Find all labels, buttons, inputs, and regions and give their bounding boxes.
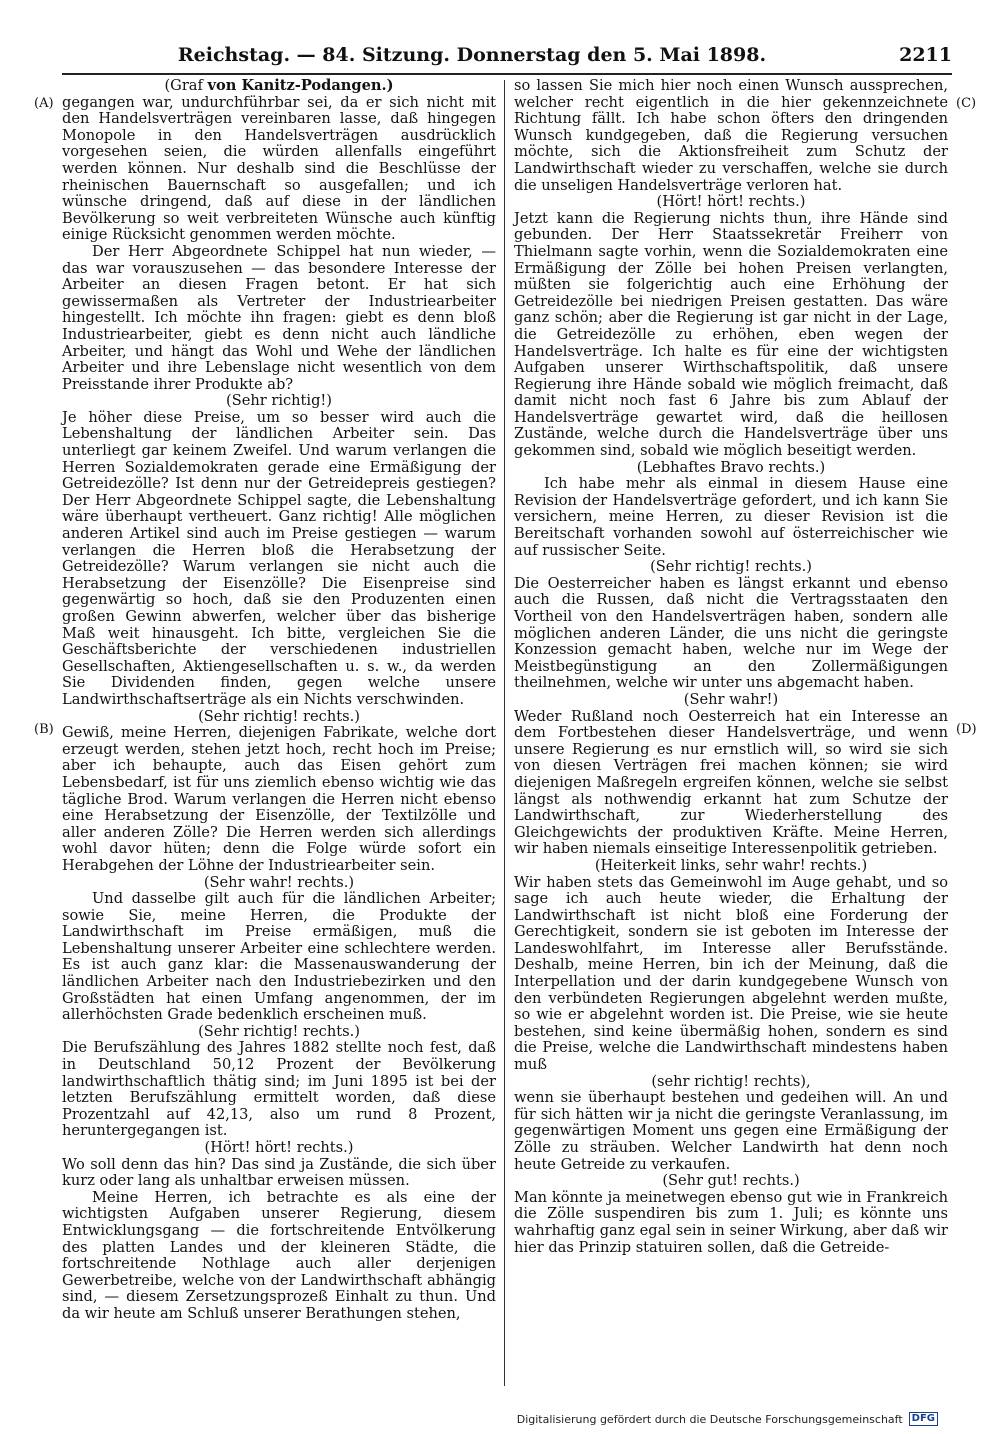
paragraph: Wo soll denn das hin? Das sind ja Zustände, die sich über kurz oder lang als unhaltbar erweisen müssen. bbox=[62, 1155, 496, 1190]
left-column bbox=[62, 78, 496, 1323]
speaker-line bbox=[62, 78, 496, 95]
paragraph: Der Herr Abgeordnete Schippel hat nun wieder, — das war vorauszusehen — das besondere Interesse der Arbeiter an diesen Fragen betont. Er hat sich gewissermaßen als Vertreter der Industriearbeiter hingestellt. Ich möchte ihn fragen: giebt es denn bloß Industriearbeiter, giebt es denn nicht auch ländliche Arbeiter, und hängt das Wohl und Wehe der ländlichen Arbeiter und ihre Lebenslage nicht wesentlich von dem Preisstande ihrer Produkte ab? bbox=[62, 242, 496, 393]
paragraph: Die Oesterreicher haben es längst erkannt und ebenso auch die Russen, daß nicht die Vertragsstaaten den Vortheil von den Handelsverträgen haben, sondern alle möglichen anderen Länder, die uns nicht die geringste Konzession gemacht haben, welche nur im Wege der Meistbegünstigung an den Zollermäßigungen theilnehmen, welche wir unter uns abgemacht haben. bbox=[514, 574, 948, 692]
margin-mark-d: (D) bbox=[956, 722, 977, 737]
running-title: Reichstag. — 84. Sitzung. Donnerstag den 5. Mai 1898. bbox=[177, 44, 767, 66]
paragraph: wenn sie überhaupt bestehen und gedeihen will. An und für sich hätten wir ja nicht die geringste Veranlassung, im gegenwärtigen Moment uns gegen eine Ermäßigung der Zölle zu sträuben. Welcher Landwirth hat denn noch heute Getreide zu verkaufen. bbox=[514, 1089, 948, 1173]
interjection: (Sehr wahr!) bbox=[683, 690, 779, 708]
page-header bbox=[62, 44, 952, 70]
interjection: (Sehr richtig! rechts.) bbox=[198, 1022, 360, 1040]
interjection: (Sehr gut! rechts.) bbox=[662, 1172, 800, 1190]
interjection: (Sehr richtig! rechts.) bbox=[198, 707, 360, 725]
margin-mark-c: (C) bbox=[956, 96, 977, 111]
paragraph: Je höher diese Preise, um so besser wird auch die Lebenshaltung der ländlichen Arbeiter sein. Das unterliegt gar keinem Zweifel. Und warum verlangen die Herren Sozialdemokraten gerade eine Ermäßigung der Getreidezölle? Ist denn nur der Getreidepreis gestiegen? Der Herr Abgeordnete Schippel sagte, die Lebenshaltung wäre überhaupt vertheuert. Ganz richtig! Alle möglichen anderen Artikel sind auch im Preise gestiegen — warum verlangen die Herren bloß die Herabsetzung der Getreidezölle? Warum verlangen sie nicht auch die Herabsetzung der Eisenzölle? Die Eisenpreise sind gegenwärtig so hoch, daß sie den Produzenten einen großen Gewinn abwerfen, welcher über das bisherige Maß weit hinausgeht. Ich bitte, vergleichen Sie die Geschäftsberichte der verschiedenen industriellen Gesellschaften, Aktiengesellschaften u. s. w., da werden Sie Dividenden finden, gegen welche unsere Landwirthschaftserträge als ein Nichts verschwinden. bbox=[62, 408, 496, 708]
column-divider bbox=[504, 80, 505, 1386]
interjection: (Sehr richtig!) bbox=[226, 392, 332, 410]
interjection: (Hört! hört! rechts.) bbox=[656, 193, 806, 211]
margin-mark-b: (B) bbox=[34, 722, 54, 737]
interjection: (Lebhaftes Bravo rechts.) bbox=[636, 458, 826, 476]
paragraph: Wir haben stets das Gemeinwohl im Auge gehabt, und so sage ich auch heute wieder, die Erhaltung der Landwirthschaft ist nicht bloß eine Forderung der Gerechtigkeit, sondern sie ist geboten im Interesse der Landeswohlfahrt, im Interesse aller Berufsstände. Deshalb, meine Herren, bin ich der Meinung, daß die Interpellation und der darin kundgegebene Wunsch von den verbündeten Regierungen abgelehnt werden mußte, so wie er abgelehnt worden ist. Die Preise, wie sie heute bestehen, sind keine übermäßig hohen, sondern es sind die Preise, welche die Landwirthschaft mindestens haben muß bbox=[514, 873, 948, 1074]
paragraph: so lassen Sie mich hier noch einen Wunsch aussprechen, welcher recht eigentlich in die hier gekennzeichnete Richtung fällt. Ich habe schon öfters den dringenden Wunsch kundgegeben, daß die Regierung versuchen möchte, sich die Aktionsfreiheit zum Schutz der Landwirthschaft wieder zu verschaffen, welche sie durch die unseligen Handelsverträge verloren hat. bbox=[514, 77, 948, 194]
interjection: (Sehr wahr! rechts.) bbox=[203, 873, 355, 891]
right-column bbox=[514, 78, 948, 1256]
paragraph: Jetzt kann die Regierung nichts thun, ihre Hände sind gebunden. Der Herr Staatssekretär Freiherr von Thielmann sagte vorhin, wenn die Sozialdemokraten eine Ermäßigung der Zölle bei hohen Preisen verlangten, müßten sie folgerichtig auch eine Erhöhung der Getreidezölle bei niedrigen Preisen gestatten. Das wäre ganz schön; aber die Regierung ist gar nicht in der Lage, die Getreidezölle zu erhöhen, eben wegen der Handelsverträge. Ich halte es für eine der wichtigsten Aufgaben unserer Wirthschaftspolitik, daß unsere Regierung ihre Hände sobald wie möglich freimacht, daß damit nicht noch fast 6 Jahre bis zum Ablauf der Handelsverträge gewartet wird, daß die heillosen Zustände, welche durch die Handelsverträge über uns gekommen sind, sobald wie möglich beseitigt werden. bbox=[514, 209, 948, 460]
margin-mark-a: (A) bbox=[34, 96, 54, 111]
page-number: 2211 bbox=[899, 44, 952, 66]
paragraph: Meine Herren, ich betrachte es als eine der wichtigsten Aufgaben unserer Regierung, diesem Entwicklungsgang — die fortschreitende Entvölkerung des platten Landes und der kleineren Städte, die fortschreitende Nothlage auch aller derjenigen Gewerbetreibe, welche von der Landwirthschaft abhängig sind, — diesem Zersetzungsprozeß Einhalt zu thun. Und da wir heute am Schluß unserer Berathungen stehen, bbox=[62, 1188, 496, 1322]
paragraph: Man könnte ja meinetwegen ebenso gut wie in Frankreich die Zölle suspendiren bis zum 1. Juli; es könnte uns wahrhaftig ganz egal sein in seiner Wirkung, aber daß wir hier das Prinzip statuiren sollen, daß die Getreide- bbox=[514, 1188, 948, 1256]
header-rule bbox=[62, 73, 952, 75]
footer-credit bbox=[517, 1412, 938, 1426]
paragraph: Die Berufszählung des Jahres 1882 stellte noch fest, daß in Deutschland 50,12 Prozent der Bevölkerung landwirthschaftlich thätig sind; im Juni 1895 ist bei der letzten Berufszählung ermittelt worden, daß diese Prozentzahl auf 42,13, also um rund 8 Prozent, heruntergegangen ist. bbox=[62, 1039, 496, 1140]
dfg-logo: DFG bbox=[909, 1412, 938, 1426]
paragraph: Weder Rußland noch Oesterreich hat ein Interesse an dem Fortbestehen dieser Handelsverträge, und wenn unsere Regierung es nur ernstlich will, so wird sie sich von diesen Verträgen frei machen können; sie wird diejenigen Maßregeln ergreifen können, welche sie selbst längst als nothwendig erkannt hat zum Schutze der Landwirthschaft, zur Wiederherstellung des Gleichgewichts der produktiven Kräfte. Meine Herren, wir haben niemals einseitige Interessenpolitik getrieben. bbox=[514, 707, 948, 858]
interjection: (Heiterkeit links, sehr wahr! rechts.) bbox=[594, 856, 868, 874]
interjection: (Hört! hört! rechts.) bbox=[204, 1139, 354, 1156]
interjection: (Sehr richtig! rechts.) bbox=[650, 558, 812, 576]
interjection: (sehr richtig! rechts), bbox=[651, 1072, 811, 1090]
speaker-open: (Graf bbox=[164, 77, 203, 94]
paragraph: Ich habe mehr als einmal in diesem Hause eine Revision der Handelsverträge gefordert, und ich kann Sie versichern, meine Herren, zu dieser Revision ist die Bereitschaft vorhanden sowohl auf österreichischer wie auf russischer Seite. bbox=[514, 475, 948, 559]
paragraph: Und dasselbe gilt auch für die ländlichen Arbeiter; sowie Sie, meine Herren, die Produkte der Landwirthschaft im Preise ermäßigen, muß die Lebenshaltung unserer Arbeiter eine schlechtere werden. Es ist auch ganz klar: die Massenauswanderung der ländlichen Arbeiter nach den Industriebezirken und den Großstädten hat einen Umfang angenommen, der im allerhöchsten Grade bedenklich erscheinen muß. bbox=[62, 890, 496, 1024]
speaker-name: von Kanitz-Podangen.) bbox=[207, 77, 394, 94]
paragraph: Gewiß, meine Herren, diejenigen Fabrikate, welche dort erzeugt werden, stehen jetzt hoch, recht hoch im Preise; aber ich behaupte, auch das Eisen gehört zum Lebensbedarf, ist für uns ziemlich ebenso wichtig wie das tägliche Brod. Warum verlangen die Herren nicht ebenso eine Herabsetzung der Eisenzölle, der Textilzölle und aller anderen Zölle? Die Herren werden sich allerdings wohl davor hüten; denn die Folge würde sofort ein Herabgehen der Löhne der Industriearbeiter sein. bbox=[62, 724, 496, 874]
paragraph: gegangen war, undurchführbar sei, da er sich nicht mit den Handelsverträgen vereinbaren lasse, daß hingegen Monopole in den Handelsverträgen ausdrücklich vorgesehen seien, die würden allenfalls eingeführt werden können. Nur deshalb sind die Beschlüsse der rheinischen Bauernschaft so ausgefallen; und ich wünsche dringend, daß auf diese in der ländlichen Bevölkerung so weit verbreiteten Wünsche auch künftig einige Rücksicht genommen werden möchte. bbox=[62, 93, 496, 244]
digitization-credit: Digitalisierung gefördert durch die Deutsche Forschungsgemeinschaft bbox=[516, 1412, 903, 1426]
